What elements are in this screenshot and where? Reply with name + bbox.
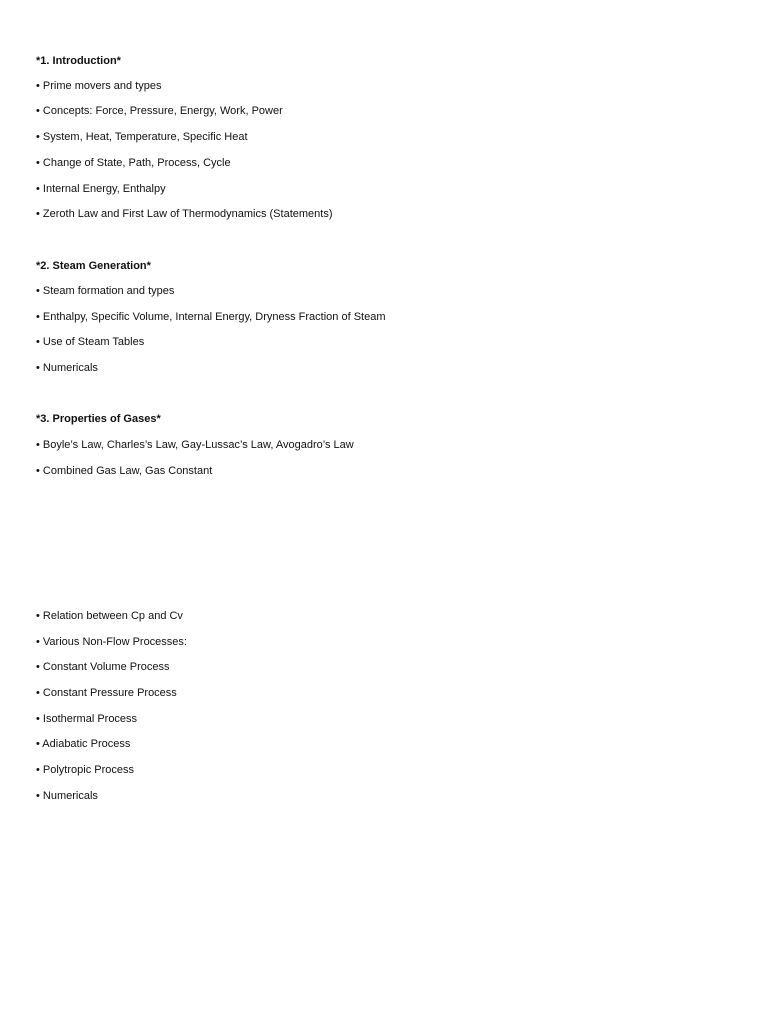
list-item: • System, Heat, Temperature, Specific Heat <box>36 131 248 143</box>
section-heading-properties-of-gases: *3. Properties of Gases* <box>36 413 161 425</box>
list-item: • Steam formation and types <box>36 285 175 297</box>
list-item: • Various Non-Flow Processes: <box>36 636 187 648</box>
list-item: • Enthalpy, Specific Volume, Internal Energy, Dryness Fraction of Steam <box>36 311 386 323</box>
list-item: • Isothermal Process <box>36 713 138 725</box>
list-item: • Constant Pressure Process <box>36 687 177 699</box>
list-item: • Change of State, Path, Process, Cycle <box>36 157 231 169</box>
section-heading-steam-generation: *2. Steam Generation* <box>36 260 151 272</box>
list-item: • Numericals <box>36 362 98 374</box>
list-item: • Internal Energy, Enthalpy <box>36 183 166 195</box>
list-item: • Constant Volume Process <box>36 661 170 673</box>
list-item: • Adiabatic Process <box>36 738 131 750</box>
list-item: • Zeroth Law and First Law of Thermodynamics (Statements) <box>36 208 333 220</box>
list-item: • Boyle’s Law, Charles’s Law, Gay-Lussac’s Law, Avogadro’s Law <box>36 439 354 451</box>
list-item: • Relation between Cp and Cv <box>36 610 183 622</box>
list-item: • Combined Gas Law, Gas Constant <box>36 465 213 477</box>
list-item: • Prime movers and types <box>36 80 162 92</box>
list-item: • Numericals <box>36 790 98 802</box>
list-item: • Use of Steam Tables <box>36 336 145 348</box>
list-item: • Polytropic Process <box>36 764 134 776</box>
section-heading-introduction: *1. Introduction* <box>36 55 121 67</box>
list-item: • Concepts: Force, Pressure, Energy, Work, Power <box>36 105 283 117</box>
